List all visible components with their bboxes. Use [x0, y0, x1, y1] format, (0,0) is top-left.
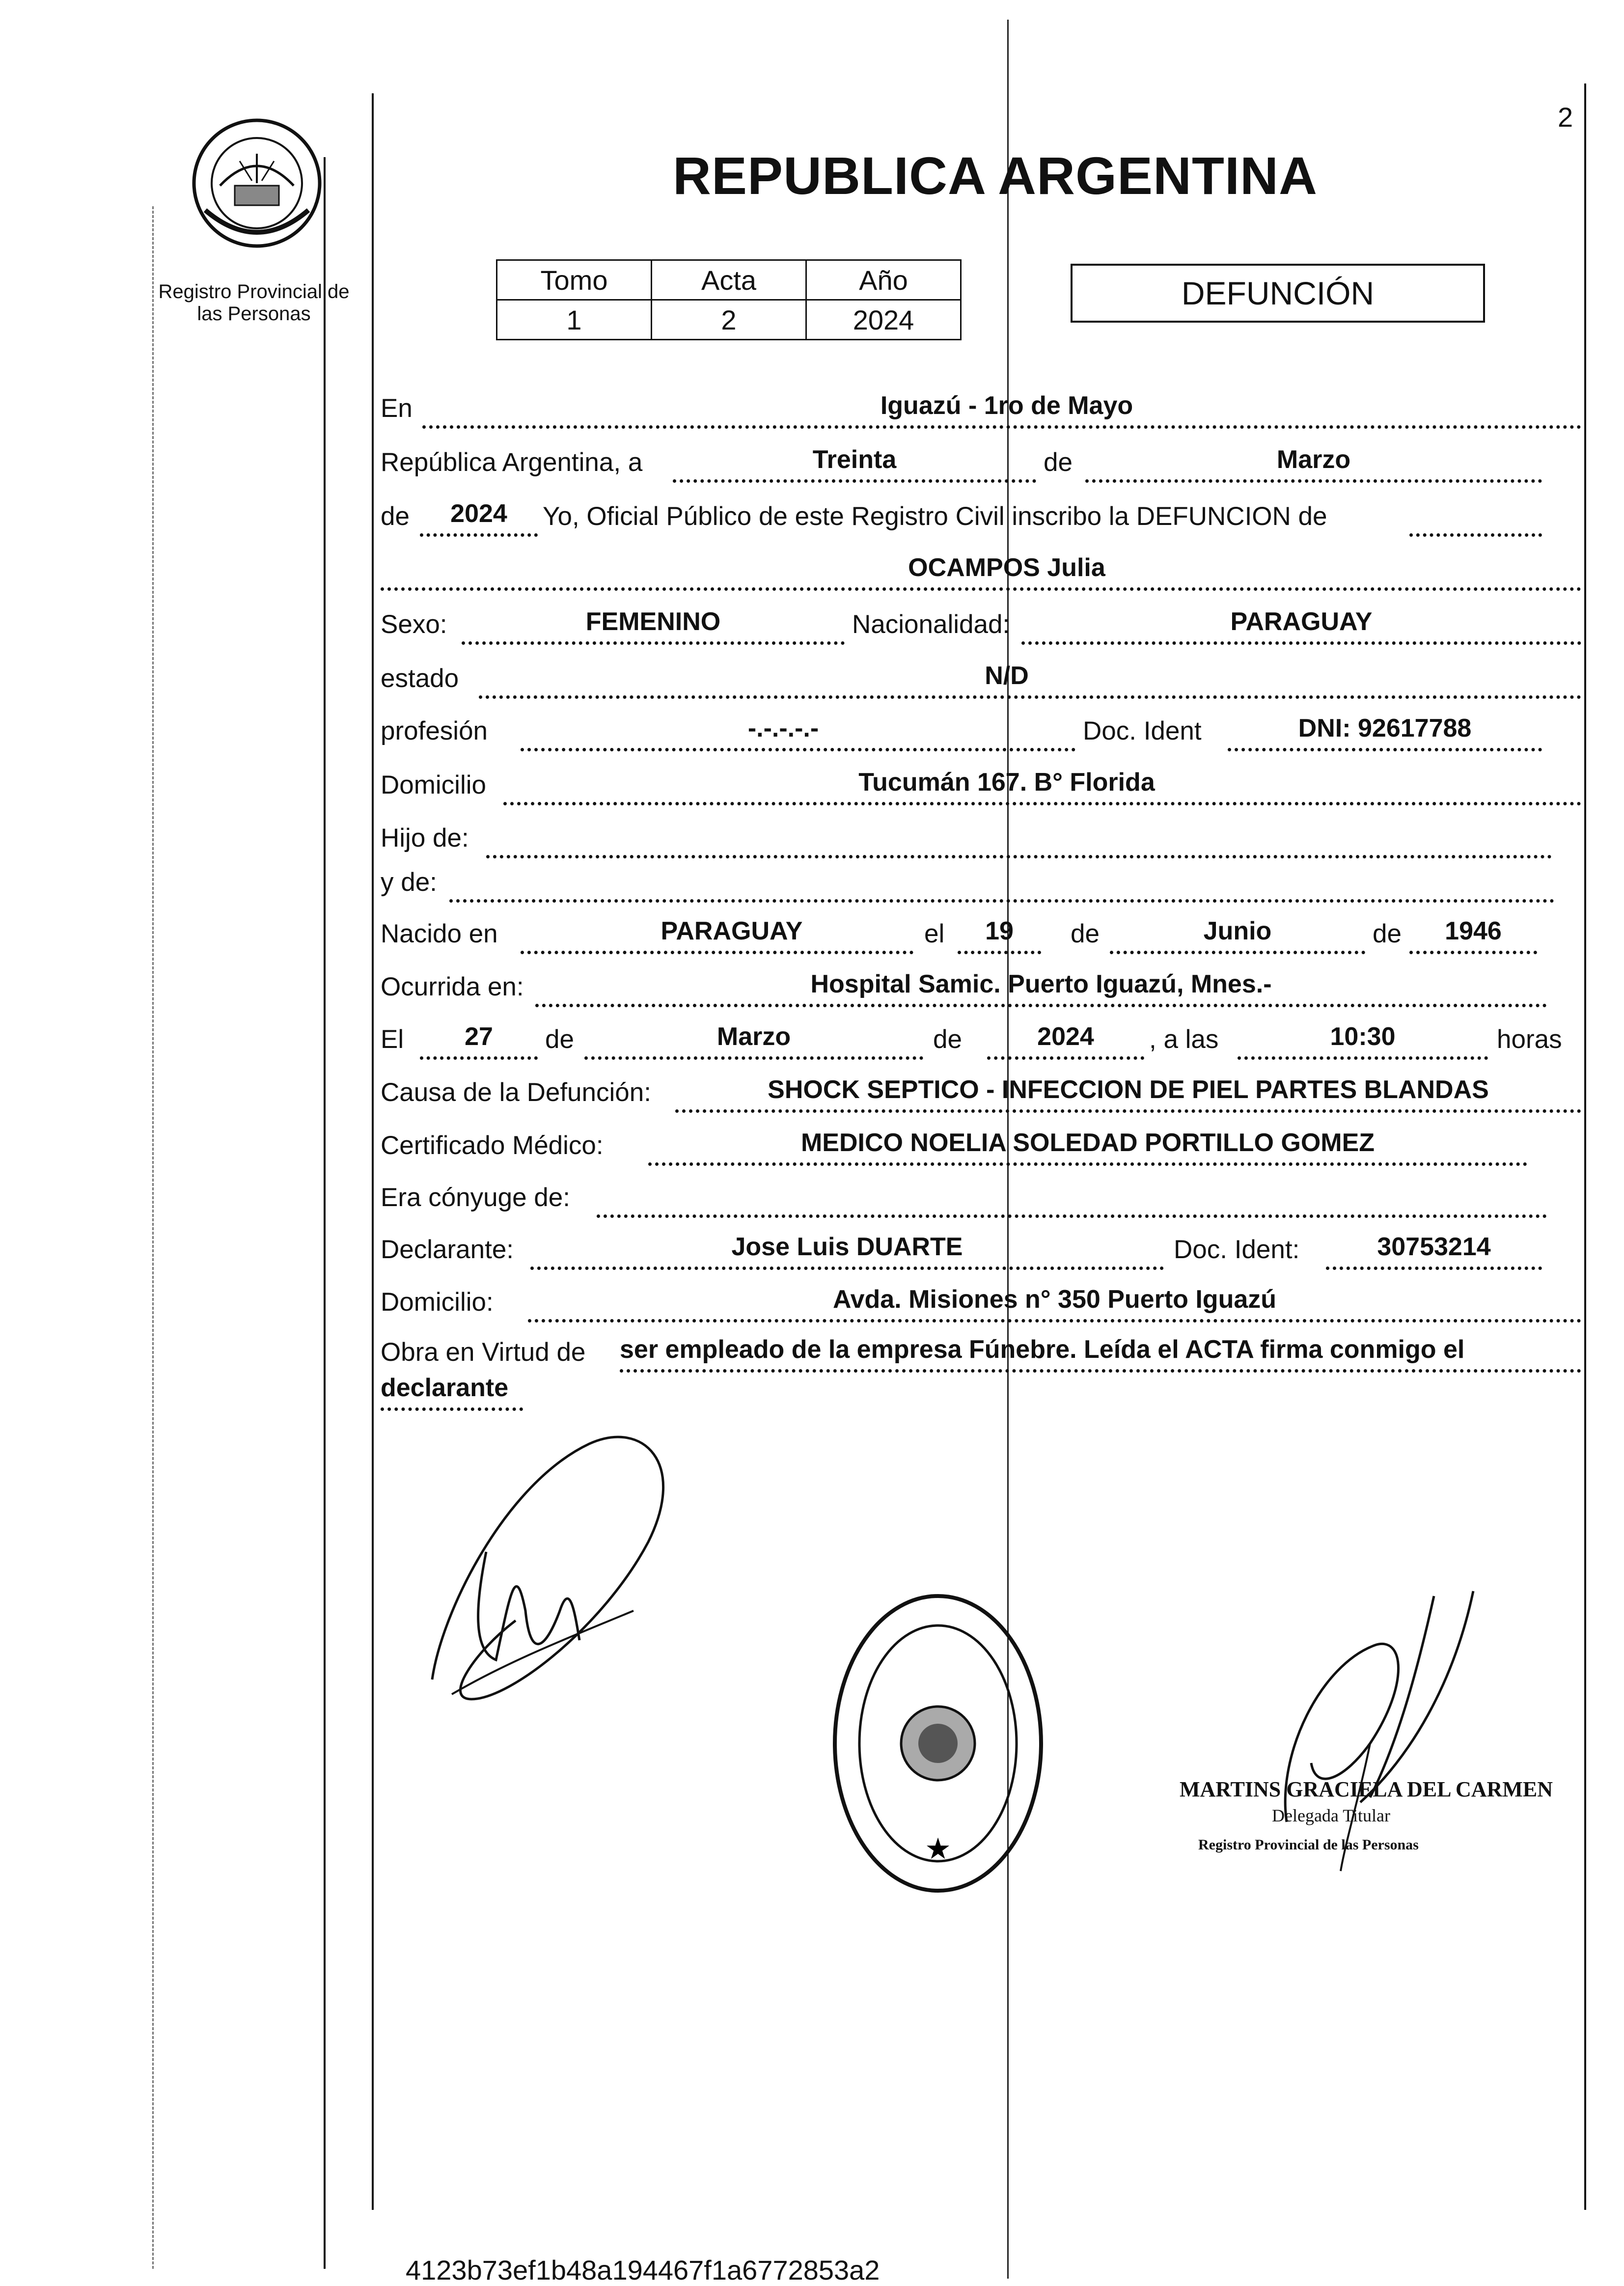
estado-dotted-line [479, 695, 1581, 699]
sexo-label: Sexo: [381, 610, 447, 639]
declarante-dotted-line [530, 1267, 1164, 1270]
inscribe-dotted-line [1409, 533, 1542, 537]
causa-label: Causa de la Defunción: [381, 1078, 651, 1107]
place-value: Iguazú - 1ro de Mayo [880, 391, 1133, 420]
delegation-stamp [830, 1591, 1046, 1896]
republica-label: República Argentina, a [381, 448, 643, 477]
muerte-mes-dotted-line [584, 1056, 923, 1060]
page-number: 2 [1558, 102, 1573, 133]
document-title: REPUBLICA ARGENTINA [673, 146, 1318, 205]
muerte-dia-dotted-line [420, 1056, 538, 1060]
obra-line1: ser empleado de la empresa Fúnebre. Leída el ACTA firma conmigo el [620, 1335, 1465, 1364]
misiones-logo [186, 112, 328, 254]
muerte-anio-value: 2024 [1037, 1022, 1094, 1051]
record-type-box: DEFUNCIÓN [1071, 264, 1485, 323]
profesion-value: -.-.-.-.- [747, 714, 819, 743]
nacido-mes-value: Junio [1203, 917, 1272, 945]
record-table-cell: 1 [497, 300, 652, 340]
domicilio-label: Domicilio [381, 771, 486, 799]
nacido-label: Nacido en [381, 919, 498, 948]
obra-dotted-line [620, 1369, 1581, 1373]
obra-label: Obra en Virtud de [381, 1338, 586, 1367]
de-label: de [1044, 448, 1073, 477]
estado-value: N/D [985, 661, 1029, 690]
muerte-mes-value: Marzo [716, 1022, 791, 1051]
conyuge-label: Era cónyuge de: [381, 1183, 570, 1212]
conyuge-dotted-line [597, 1214, 1547, 1218]
el2-label: El [381, 1025, 404, 1054]
nacido-anio-value: 1946 [1445, 917, 1502, 945]
month-value: Marzo [1276, 445, 1351, 474]
sexo-dotted-line [462, 641, 845, 645]
record-table-value-row [497, 300, 961, 340]
nacionalidad-dotted-line [1021, 641, 1581, 645]
nacido-de1-label: de [1071, 919, 1100, 948]
profesion-dotted-line [521, 748, 1075, 751]
muerte-de2-label: de [933, 1025, 962, 1054]
el-label: el [924, 919, 945, 948]
record-table-header-row [497, 260, 961, 300]
declarante-value: Jose Luis DUARTE [731, 1233, 963, 1261]
form-right-border [1584, 83, 1586, 2210]
muerte-anio-dotted-line [987, 1056, 1144, 1060]
left-edge-dashes [152, 206, 154, 2269]
decl-dom-value: Avda. Misiones n° 350 Puerto Iguazú [832, 1285, 1277, 1314]
doc-dotted-line [1228, 748, 1542, 751]
left-margin-line [324, 157, 326, 2269]
nacido-mes-dotted-line [1110, 951, 1365, 954]
inscribe-text: Yo, Oficial Público de este Registro Civil inscribo la DEFUNCION de [543, 502, 1327, 531]
decl-dom-label: Domicilio: [381, 1288, 494, 1317]
certificado-dotted-line [648, 1162, 1527, 1166]
record-table-header: Tomo [497, 260, 652, 300]
yde-dotted-line [449, 899, 1554, 903]
registry-name-line2: las Personas [197, 303, 311, 325]
decl-dom-dotted-line [528, 1319, 1581, 1322]
a-las-label: , a las [1149, 1025, 1219, 1054]
nacido-dia-value: 19 [985, 917, 1014, 945]
muerte-de1-label: de [545, 1025, 574, 1054]
year-prefix-label: de [381, 502, 410, 531]
year-dotted-line [420, 533, 538, 537]
nacionalidad-value: PARAGUAY [1230, 607, 1373, 636]
official-role: Delegada Titular [1272, 1806, 1390, 1825]
ocurrida-label: Ocurrida en: [381, 972, 524, 1001]
profesion-label: profesión [381, 716, 488, 745]
declarante-label: Declarante: [381, 1235, 514, 1264]
record-table-cell: 2024 [806, 300, 961, 340]
certificado-value: MEDICO NOELIA SOLEDAD PORTILLO GOMEZ [800, 1129, 1375, 1157]
nacido-dia-dotted-line [958, 951, 1041, 954]
name-dotted-line [381, 587, 1581, 591]
sexo-value: FEMENINO [585, 607, 721, 636]
year-value: 2024 [450, 499, 507, 528]
record-table-header: Año [806, 260, 961, 300]
muerte-hora-value: 10:30 [1330, 1022, 1396, 1051]
muerte-dia-value: 27 [465, 1022, 493, 1051]
official-name: MARTINS GRACIELA DEL CARMEN [1180, 1777, 1553, 1801]
nacido-anio-dotted-line [1409, 951, 1537, 954]
estado-label: estado [381, 664, 459, 693]
nacido-de2-label: de [1373, 919, 1402, 948]
horas-label: horas [1497, 1025, 1562, 1054]
document-hash: 4123b73ef1b48a194467f1a6772853a2 [406, 2255, 880, 2286]
nacionalidad-label: Nacionalidad: [852, 610, 1010, 639]
registry-name [158, 281, 350, 325]
deceased-name-value: OCAMPOS Julia [908, 553, 1105, 582]
decl-doc-value: 30753214 [1377, 1233, 1491, 1261]
hijo-dotted-line [486, 855, 1552, 858]
decl-doc-label: Doc. Ident: [1174, 1235, 1300, 1264]
en-dotted-line [422, 425, 1581, 429]
ocurrida-value: Hospital Samic. Puerto Iguazú, Mnes.- [810, 970, 1272, 998]
ocurrida-dotted-line [535, 1004, 1547, 1007]
causa-dotted-line [675, 1109, 1581, 1113]
muerte-hora-dotted-line [1238, 1056, 1488, 1060]
obra-line2: declarante [381, 1374, 509, 1402]
yde-label: y de: [381, 868, 437, 897]
official-office: Registro Provincial de las Personas [1198, 1837, 1419, 1853]
nacido-lugar-dotted-line [521, 951, 913, 954]
day-dotted-line [673, 479, 1036, 483]
svg-text:★: ★ [925, 1832, 951, 1866]
domicilio-value: Tucumán 167. B° Florida [858, 768, 1155, 797]
record-table-cell: 2 [652, 300, 806, 340]
record-table-header: Acta [652, 260, 806, 300]
form-left-border [372, 93, 374, 2210]
certificado-label: Certificado Médico: [381, 1131, 604, 1160]
hijo-label: Hijo de: [381, 824, 469, 853]
decl-doc-dotted-line [1326, 1267, 1542, 1270]
registry-name-line1: Registro Provincial de [158, 281, 350, 303]
doc-label: Doc. Ident [1083, 716, 1202, 745]
domicilio-dotted-line [503, 802, 1581, 805]
record-table [496, 259, 962, 340]
en-label: En [381, 394, 413, 423]
doc-value: DNI: 92617788 [1298, 714, 1472, 743]
causa-value: SHOCK SEPTICO - INFECCION DE PIEL PARTES BLANDAS [768, 1075, 1489, 1104]
declarant-signature [413, 1405, 707, 1738]
nacido-lugar-value: PARAGUAY [661, 917, 803, 945]
month-dotted-line [1085, 479, 1542, 483]
day-words-value: Treinta [812, 445, 897, 474]
